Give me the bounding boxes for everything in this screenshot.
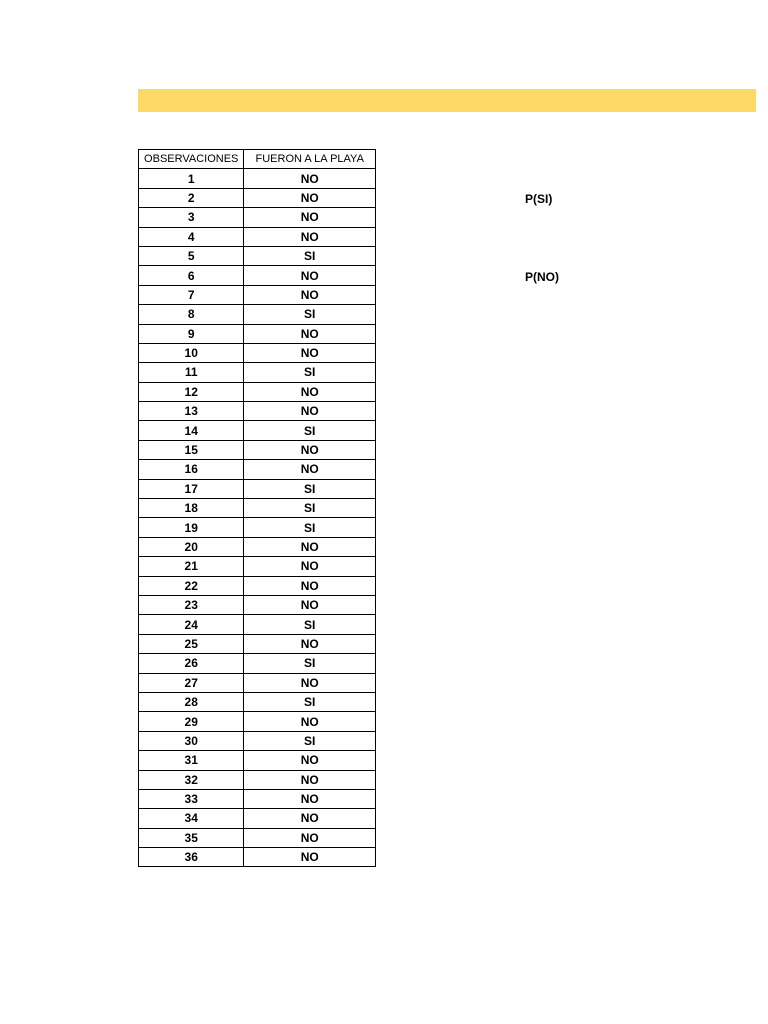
cell-fueron-a-la-playa[interactable]: NO xyxy=(244,208,376,227)
header-observaciones[interactable]: OBSERVACIONES xyxy=(139,150,244,169)
cell-fueron-a-la-playa[interactable]: SI xyxy=(244,363,376,382)
p-si-label: P(SI) xyxy=(525,192,553,206)
observations-table xyxy=(138,149,376,867)
table-header-row xyxy=(139,150,376,169)
cell-observacion[interactable]: 6 xyxy=(139,266,244,285)
cell-observacion[interactable]: 4 xyxy=(139,227,244,246)
table-row xyxy=(139,634,376,653)
table-row xyxy=(139,789,376,808)
table-row xyxy=(139,421,376,440)
cell-observacion[interactable]: 21 xyxy=(139,557,244,576)
cell-fueron-a-la-playa[interactable]: NO xyxy=(244,634,376,653)
cell-observacion[interactable]: 7 xyxy=(139,285,244,304)
cell-observacion[interactable]: 35 xyxy=(139,828,244,847)
table-row xyxy=(139,382,376,401)
table-row xyxy=(139,343,376,362)
cell-observacion[interactable]: 34 xyxy=(139,809,244,828)
cell-fueron-a-la-playa[interactable]: SI xyxy=(244,615,376,634)
cell-fueron-a-la-playa[interactable]: NO xyxy=(244,460,376,479)
cell-fueron-a-la-playa[interactable]: NO xyxy=(244,789,376,808)
cell-fueron-a-la-playa[interactable]: NO xyxy=(244,537,376,556)
cell-fueron-a-la-playa[interactable]: SI xyxy=(244,421,376,440)
cell-observacion[interactable]: 11 xyxy=(139,363,244,382)
cell-observacion[interactable]: 23 xyxy=(139,595,244,614)
table-row xyxy=(139,499,376,518)
cell-observacion[interactable]: 2 xyxy=(139,188,244,207)
header-fueron-a-la-playa[interactable]: FUERON A LA PLAYA xyxy=(244,150,376,169)
table-row xyxy=(139,615,376,634)
cell-observacion[interactable]: 20 xyxy=(139,537,244,556)
table-row xyxy=(139,440,376,459)
cell-observacion[interactable]: 28 xyxy=(139,692,244,711)
table-row xyxy=(139,169,376,188)
table-row xyxy=(139,285,376,304)
cell-observacion[interactable]: 19 xyxy=(139,518,244,537)
cell-fueron-a-la-playa[interactable]: NO xyxy=(244,266,376,285)
table-row xyxy=(139,848,376,867)
cell-observacion[interactable]: 16 xyxy=(139,460,244,479)
cell-fueron-a-la-playa[interactable]: NO xyxy=(244,440,376,459)
cell-observacion[interactable]: 18 xyxy=(139,499,244,518)
cell-fueron-a-la-playa[interactable]: SI xyxy=(244,479,376,498)
cell-observacion[interactable]: 32 xyxy=(139,770,244,789)
cell-observacion[interactable]: 27 xyxy=(139,673,244,692)
cell-fueron-a-la-playa[interactable]: NO xyxy=(244,576,376,595)
cell-fueron-a-la-playa[interactable]: SI xyxy=(244,654,376,673)
cell-fueron-a-la-playa[interactable]: NO xyxy=(244,402,376,421)
table-row xyxy=(139,479,376,498)
cell-fueron-a-la-playa[interactable]: NO xyxy=(244,712,376,731)
cell-fueron-a-la-playa[interactable]: NO xyxy=(244,828,376,847)
table-row xyxy=(139,673,376,692)
cell-fueron-a-la-playa[interactable]: NO xyxy=(244,343,376,362)
table-row xyxy=(139,828,376,847)
cell-fueron-a-la-playa[interactable]: NO xyxy=(244,227,376,246)
cell-fueron-a-la-playa[interactable]: NO xyxy=(244,809,376,828)
table-row xyxy=(139,460,376,479)
cell-fueron-a-la-playa[interactable]: NO xyxy=(244,382,376,401)
cell-observacion[interactable]: 25 xyxy=(139,634,244,653)
cell-observacion[interactable]: 33 xyxy=(139,789,244,808)
header-highlight-bar xyxy=(138,89,756,112)
cell-observacion[interactable]: 3 xyxy=(139,208,244,227)
table-row xyxy=(139,227,376,246)
cell-fueron-a-la-playa[interactable]: NO xyxy=(244,770,376,789)
cell-observacion[interactable]: 26 xyxy=(139,654,244,673)
table-row xyxy=(139,576,376,595)
cell-observacion[interactable]: 13 xyxy=(139,402,244,421)
cell-observacion[interactable]: 10 xyxy=(139,343,244,362)
table-row xyxy=(139,712,376,731)
cell-observacion[interactable]: 12 xyxy=(139,382,244,401)
cell-fueron-a-la-playa[interactable]: NO xyxy=(244,848,376,867)
cell-observacion[interactable]: 17 xyxy=(139,479,244,498)
table-row xyxy=(139,692,376,711)
table-row xyxy=(139,208,376,227)
cell-fueron-a-la-playa[interactable]: NO xyxy=(244,188,376,207)
table-row xyxy=(139,751,376,770)
table-row xyxy=(139,246,376,265)
table-row xyxy=(139,537,376,556)
cell-observacion[interactable]: 30 xyxy=(139,731,244,750)
cell-fueron-a-la-playa[interactable]: SI xyxy=(244,692,376,711)
cell-fueron-a-la-playa[interactable]: NO xyxy=(244,751,376,770)
table-row xyxy=(139,305,376,324)
table-row xyxy=(139,402,376,421)
table-row xyxy=(139,809,376,828)
cell-observacion[interactable]: 31 xyxy=(139,751,244,770)
cell-observacion[interactable]: 9 xyxy=(139,324,244,343)
cell-fueron-a-la-playa[interactable]: SI xyxy=(244,731,376,750)
table-row xyxy=(139,770,376,789)
cell-observacion[interactable]: 22 xyxy=(139,576,244,595)
cell-observacion[interactable]: 8 xyxy=(139,305,244,324)
cell-fueron-a-la-playa[interactable]: NO xyxy=(244,673,376,692)
cell-observacion[interactable]: 1 xyxy=(139,169,244,188)
cell-observacion[interactable]: 29 xyxy=(139,712,244,731)
cell-observacion[interactable]: 5 xyxy=(139,246,244,265)
table-row xyxy=(139,557,376,576)
table-row xyxy=(139,188,376,207)
p-no-label: P(NO) xyxy=(525,270,559,284)
table-row xyxy=(139,731,376,750)
table-row xyxy=(139,266,376,285)
table-row xyxy=(139,324,376,343)
cell-observacion[interactable]: 14 xyxy=(139,421,244,440)
table-row xyxy=(139,595,376,614)
cell-fueron-a-la-playa[interactable]: NO xyxy=(244,595,376,614)
cell-observacion[interactable]: 36 xyxy=(139,848,244,867)
table-row xyxy=(139,363,376,382)
cell-observacion[interactable]: 15 xyxy=(139,440,244,459)
cell-fueron-a-la-playa[interactable]: SI xyxy=(244,499,376,518)
cell-fueron-a-la-playa[interactable]: NO xyxy=(244,285,376,304)
cell-observacion[interactable]: 24 xyxy=(139,615,244,634)
cell-fueron-a-la-playa[interactable]: NO xyxy=(244,557,376,576)
table-row xyxy=(139,654,376,673)
cell-fueron-a-la-playa[interactable]: NO xyxy=(244,324,376,343)
table-row xyxy=(139,518,376,537)
cell-fueron-a-la-playa[interactable]: SI xyxy=(244,246,376,265)
cell-fueron-a-la-playa[interactable]: SI xyxy=(244,518,376,537)
cell-fueron-a-la-playa[interactable]: SI xyxy=(244,305,376,324)
cell-fueron-a-la-playa[interactable]: NO xyxy=(244,169,376,188)
